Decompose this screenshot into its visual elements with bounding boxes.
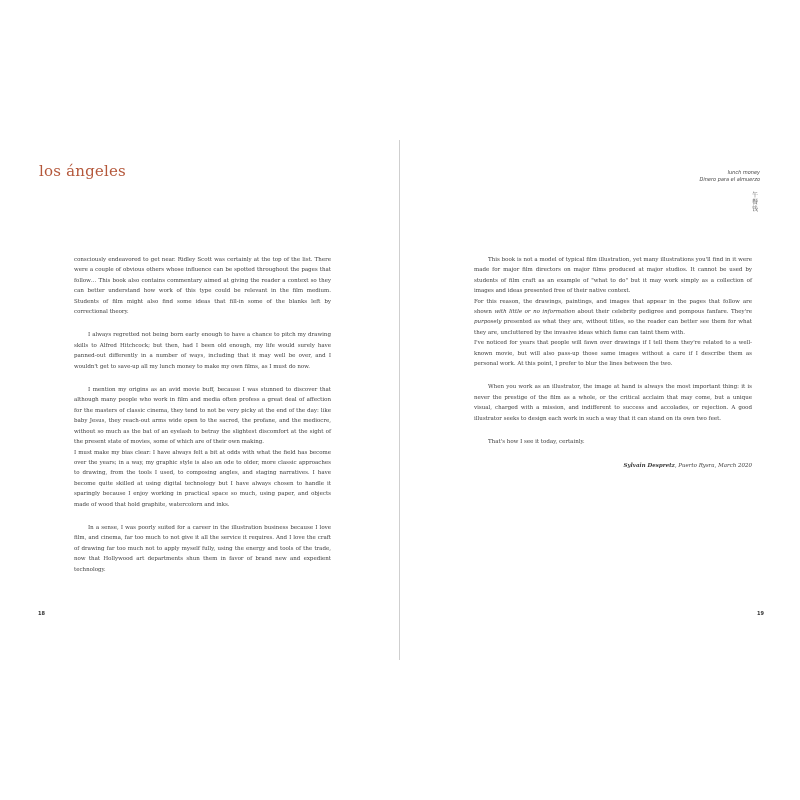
text-run: presented as what they are, without titles, so the reader can better see them for what they are, uncluttered by the invasive ideas which fame can taint them with. (474, 319, 752, 336)
right-body-text (474, 255, 752, 471)
page-number-right: 19 (757, 611, 764, 617)
chapter-title: los ángeles (39, 162, 126, 180)
signature-name: Sylvain Despretz (623, 462, 675, 469)
running-head-line2: Dinero para el almuerzo (699, 176, 760, 183)
paragraph: That's how I see it today, certainly. (488, 439, 585, 446)
running-head-kanji (750, 192, 760, 213)
kanji-char: 钱 (751, 206, 758, 213)
left-body-text (74, 255, 331, 575)
left-page (0, 0, 399, 800)
paragraph: consciously endeavored to get near. Ridley Scott was certainly at the top of the list. There were a couple of obvious others whose influence can be spotted throughout the pages that follow… This book also contains commentary aimed at giving the reader a context so they can better understand how work of this type could be relevant in the film medium. Students of film might also find some ideas that fill-in some of the blanks left by correctional theory. (74, 257, 331, 316)
kanji-char: 餐 (751, 199, 758, 206)
paragraph (474, 297, 752, 339)
right-page (400, 0, 800, 800)
signature (474, 461, 752, 471)
page-number-left: 18 (38, 611, 45, 617)
signature-place-date: , Puerto Rysra, March 2020 (674, 462, 752, 469)
paragraph: When you work as an illustrator, the image at hand is always the most important thing: it is never the prestige of the film as a whole, or the critical acclaim that may come, but a unique visual, charged with a mission, and indifferent to success and accolades, or rejection. A good illustrator seeks to design each work in such a way that it can stand on its own two feet. (474, 384, 752, 422)
paragraph: In a sense, I was poorly suited for a career in the illustration business because I love film, and cinema, far too much to not give it all the service it requires. And I love the craft of drawing far too much not to apply myself fully, using the energy and tools of the trade, now that Hollywood art departments shun them in favor of brand new and expedient technology. (74, 524, 331, 573)
paragraph: I mention my origins as an avid movie buff, because I was stunned to discover that although many people who work in film and media often profess a great deal of affection for the masters of classic cinema, they tend to not be very picky at the end of the day: like baby Jesus, they reach-out arms wide open to the sacred, the profane, and the mediocre, without so much as the bat of an eyelash to betray the slightest discomfort at the sight of the present state of movies, some of which are of their own making. (74, 387, 331, 446)
text-run: about their celebrity pedigree and pompous fanfare. They're (575, 309, 752, 316)
text-run: For this reason, the drawings, paintings, and images that appear in the pages that follow are shown (474, 298, 752, 316)
paragraph: I must make my bias clear: I have always felt a bit at odds with what the field has become over the years; in a way, my graphic style is also an ode to older, more classic approaches to drawing, from the tools I used, to composing angles, and staging narratives. I have become quite skilled at using digital technology but I have always chosen to handle it sparingly because I enjoy working in practical space so much, using paper, and objects made of wood that hold graphite, watercolorn and inks. (74, 449, 331, 508)
emphasis-text: purposely (474, 319, 502, 326)
paragraph: I always regretted not being born early enough to have a chance to pitch my drawing skills to Alfred Hitchcock; but then, had I been old enough, my life would surely have panned-out differently in a number of ways, including that it may well be over, and I wouldn't get to save-up all my lunch money to make my own films, as I must do now. (74, 332, 331, 370)
running-head-line1: lunch money (727, 170, 760, 176)
emphasis-text: with little or no information (494, 309, 576, 316)
paragraph: This book is not a model of typical film illustration, yet many illustrations you'll find in it were made for major film directors on major films produced at major studios. It cannot be used by students of film craft as an example of "what to do" but it may work simply as a collection of images and ideas presented free of their native context. (474, 257, 752, 295)
kanji-char: 午 (751, 192, 758, 199)
running-head (700, 170, 761, 183)
paragraph: I've noticed for years that people will fawn over drawings if I tell them they're related to a well-known movie, but will also pass-up those same images without a care if I describe them as personal work. At this point, I prefer to blur the lines between the two. (474, 340, 752, 368)
